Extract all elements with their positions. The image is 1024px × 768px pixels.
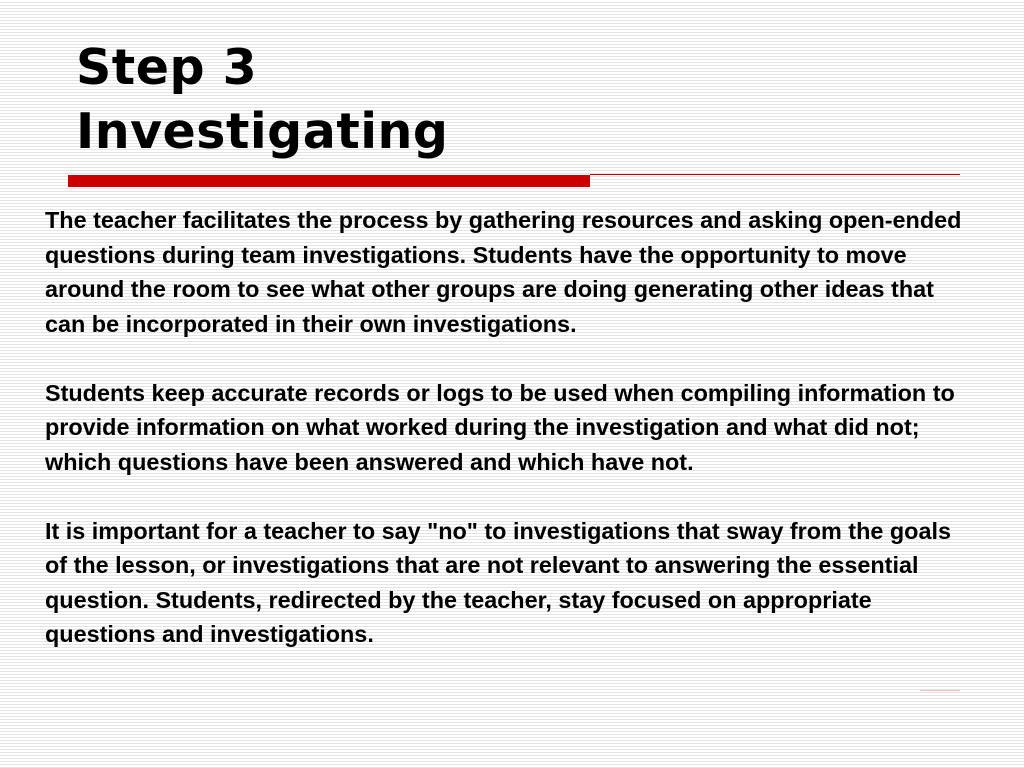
title-underline-thick (68, 175, 590, 187)
paragraph-records-logs: Students keep accurate records or logs to be used when compiling information to provide information on what worked during the investigation and what did not; which questions have been answered and which have not. (45, 379, 955, 475)
slide-body (45, 203, 979, 652)
paragraph-say-no: It is important for a teacher to say "no" to investigations that sway from the goals of the lesson, or investigations that are not relevant to answering the essential question. Students, redirected by the teacher, stay focused on appropriate questions and investigations. (45, 517, 951, 647)
paragraph-teacher-facilitates: The teacher facilitates the process by gathering resources and asking open-ended questions during team investigations. Students have the opportunity to move around the room to see what other groups are doing generating other ideas that can be incorporated in their own investigations. (45, 207, 962, 337)
slide-title-line-step: Step 3 (76, 39, 258, 96)
footer-accent-line (920, 690, 960, 691)
title-underline-thin (590, 174, 960, 175)
slide-title (76, 36, 716, 164)
slide-title-line-topic: Investigating (76, 103, 449, 160)
